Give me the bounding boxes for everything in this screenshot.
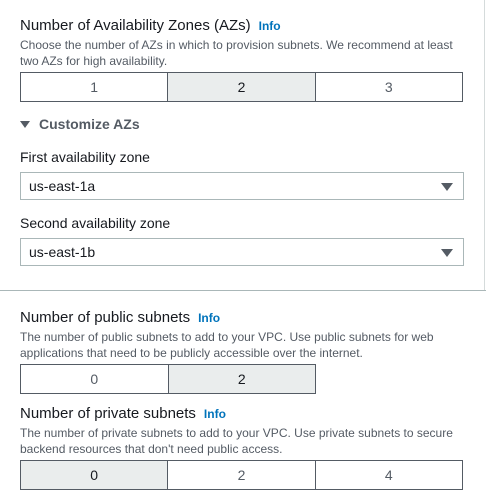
public-subnets-option-2[interactable]: 2	[169, 365, 316, 393]
section-border-right	[484, 0, 485, 290]
azs-info-link[interactable]: Info	[258, 19, 281, 33]
public-subnets-segmented-control	[20, 364, 316, 394]
public-subnets-title-text: Number of public subnets	[20, 309, 191, 326]
public-subnets-title	[20, 309, 220, 326]
private-subnets-option-2[interactable]: 2	[168, 461, 315, 489]
private-subnets-segmented-control	[20, 460, 463, 490]
azs-title	[20, 17, 281, 34]
customize-azs-expander[interactable]	[20, 116, 140, 132]
public-subnets-description: The number of public subnets to add to your VPC. Use public subnets for web applications that need to be publicly accessible over the internet.	[20, 330, 434, 360]
private-subnets-option-4[interactable]: 4	[316, 461, 462, 489]
private-subnets-option-0[interactable]: 0	[21, 461, 168, 489]
section-divider	[0, 290, 486, 291]
caret-down-icon	[20, 121, 30, 128]
second-az-select[interactable]	[20, 238, 464, 266]
azs-option-3[interactable]: 3	[316, 73, 462, 101]
public-subnets-option-0[interactable]: 0	[21, 365, 169, 393]
second-az-label: Second availability zone	[20, 215, 171, 231]
dropdown-caret-icon	[441, 183, 453, 191]
first-az-select[interactable]	[20, 172, 464, 200]
customize-azs-label: Customize AZs	[39, 116, 140, 132]
azs-title-text: Number of Availability Zones (AZs)	[20, 17, 251, 34]
private-subnets-description: The number of private subnets to add to your VPC. Use private subnets to secure backend resources that don't need public access.	[20, 426, 453, 456]
private-subnets-title-text: Number of private subnets	[20, 405, 196, 422]
first-az-label: First availability zone	[20, 149, 150, 165]
first-az-value: us-east-1a	[29, 178, 96, 194]
private-subnets-title	[20, 405, 226, 422]
azs-description: Choose the number of AZs in which to provision subnets. We recommend at least two AZs for high availability.	[20, 38, 453, 68]
azs-segmented-control	[20, 72, 463, 102]
dropdown-caret-icon	[441, 249, 453, 257]
azs-option-1[interactable]: 1	[21, 73, 168, 101]
azs-option-2[interactable]: 2	[168, 73, 315, 101]
private-subnets-info-link[interactable]: Info	[203, 407, 226, 421]
second-az-value: us-east-1b	[29, 244, 96, 260]
public-subnets-info-link[interactable]: Info	[198, 311, 221, 325]
